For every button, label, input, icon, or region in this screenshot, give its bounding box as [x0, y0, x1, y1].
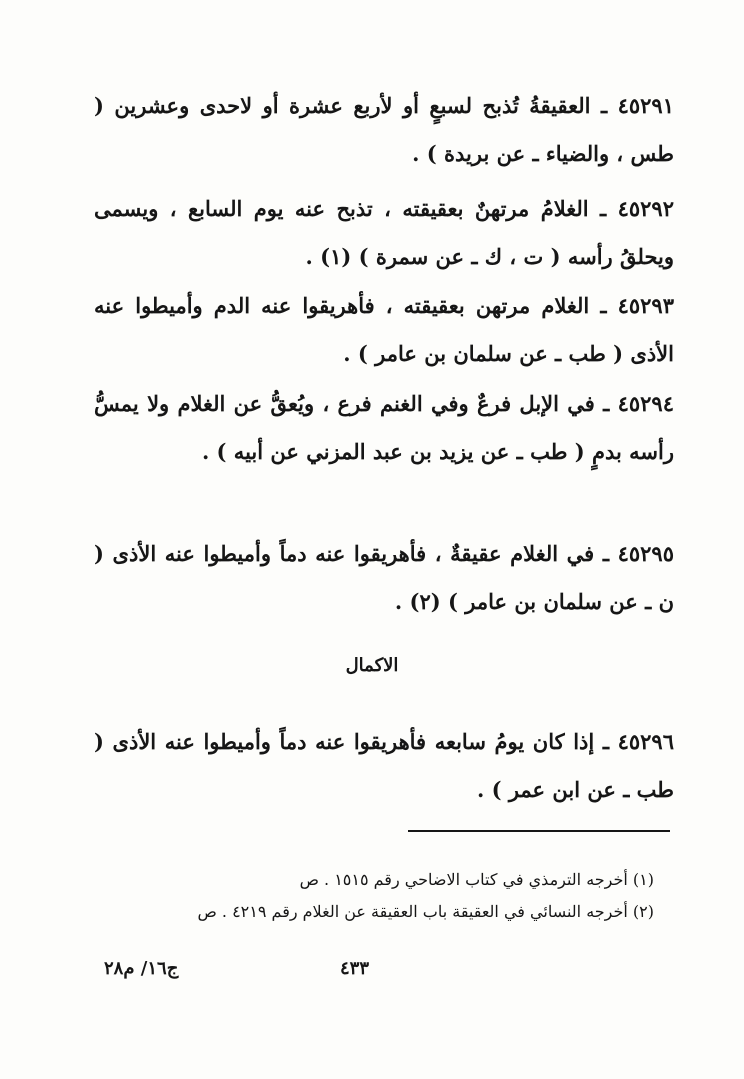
- signature-mark: ج١٦/ م٢٨: [104, 958, 179, 979]
- hadith-45296: ٤٥٢٩٦ ـ إذا كان يومُ سابعه فأهريقوا عنه دماً وأميطوا عنه الأذى ( طب ـ عن ابن عمر ) .: [94, 729, 674, 802]
- footnote-2: (٢) أخرجه النسائي في العقيقة باب العقيقة عن الغلام رقم ٤٢١٩ . ص: [197, 902, 654, 921]
- hadith-45293: ٤٥٢٩٣ ـ الغلام مرتهن بعقيقته ، فأهريقوا عنه الدم وأميطوا عنه الأذى ( طب ـ عن سلمان بن عامر ) .: [94, 293, 674, 366]
- section-title: الاكمال: [345, 655, 399, 676]
- footnote-divider: [408, 830, 670, 832]
- page-number: ٤٣٣: [340, 958, 370, 979]
- footnote-1: (١) أخرجه الترمذي في كتاب الاضاحي رقم ١٥١٥ . ص: [299, 870, 654, 889]
- hadith-45292: ٤٥٢٩٢ ـ الغلامُ مرتهنٌ بعقيقته ، تذبح عنه يوم السابع ، ويسمى ويحلقُ رأسه ( ت ، ك ـ عن سمرة ) (١) .: [94, 196, 674, 269]
- hadith-45295: ٤٥٢٩٥ ـ في الغلام عقيقةٌ ، فأهريقوا عنه دماً وأميطوا عنه الأذى ( ن ـ عن سلمان بن عامر ) (٢) .: [94, 541, 674, 614]
- hadith-45294: ٤٥٢٩٤ ـ في الإبل فرعٌ وفي الغنم فرع ، ويُعقُّ عن الغلام ولا يمسُّ رأسه بدمٍ ( طب ـ عن يزيد بن عبد المزني عن أبيه ) .: [94, 391, 674, 464]
- hadith-45291: ٤٥٢٩١ ـ العقيقةُ تُذبح لسبعٍ أو لأربع عشرة أو لاحدى وعشرين ( طس ، والضياء ـ عن بريدة ) .: [94, 93, 674, 166]
